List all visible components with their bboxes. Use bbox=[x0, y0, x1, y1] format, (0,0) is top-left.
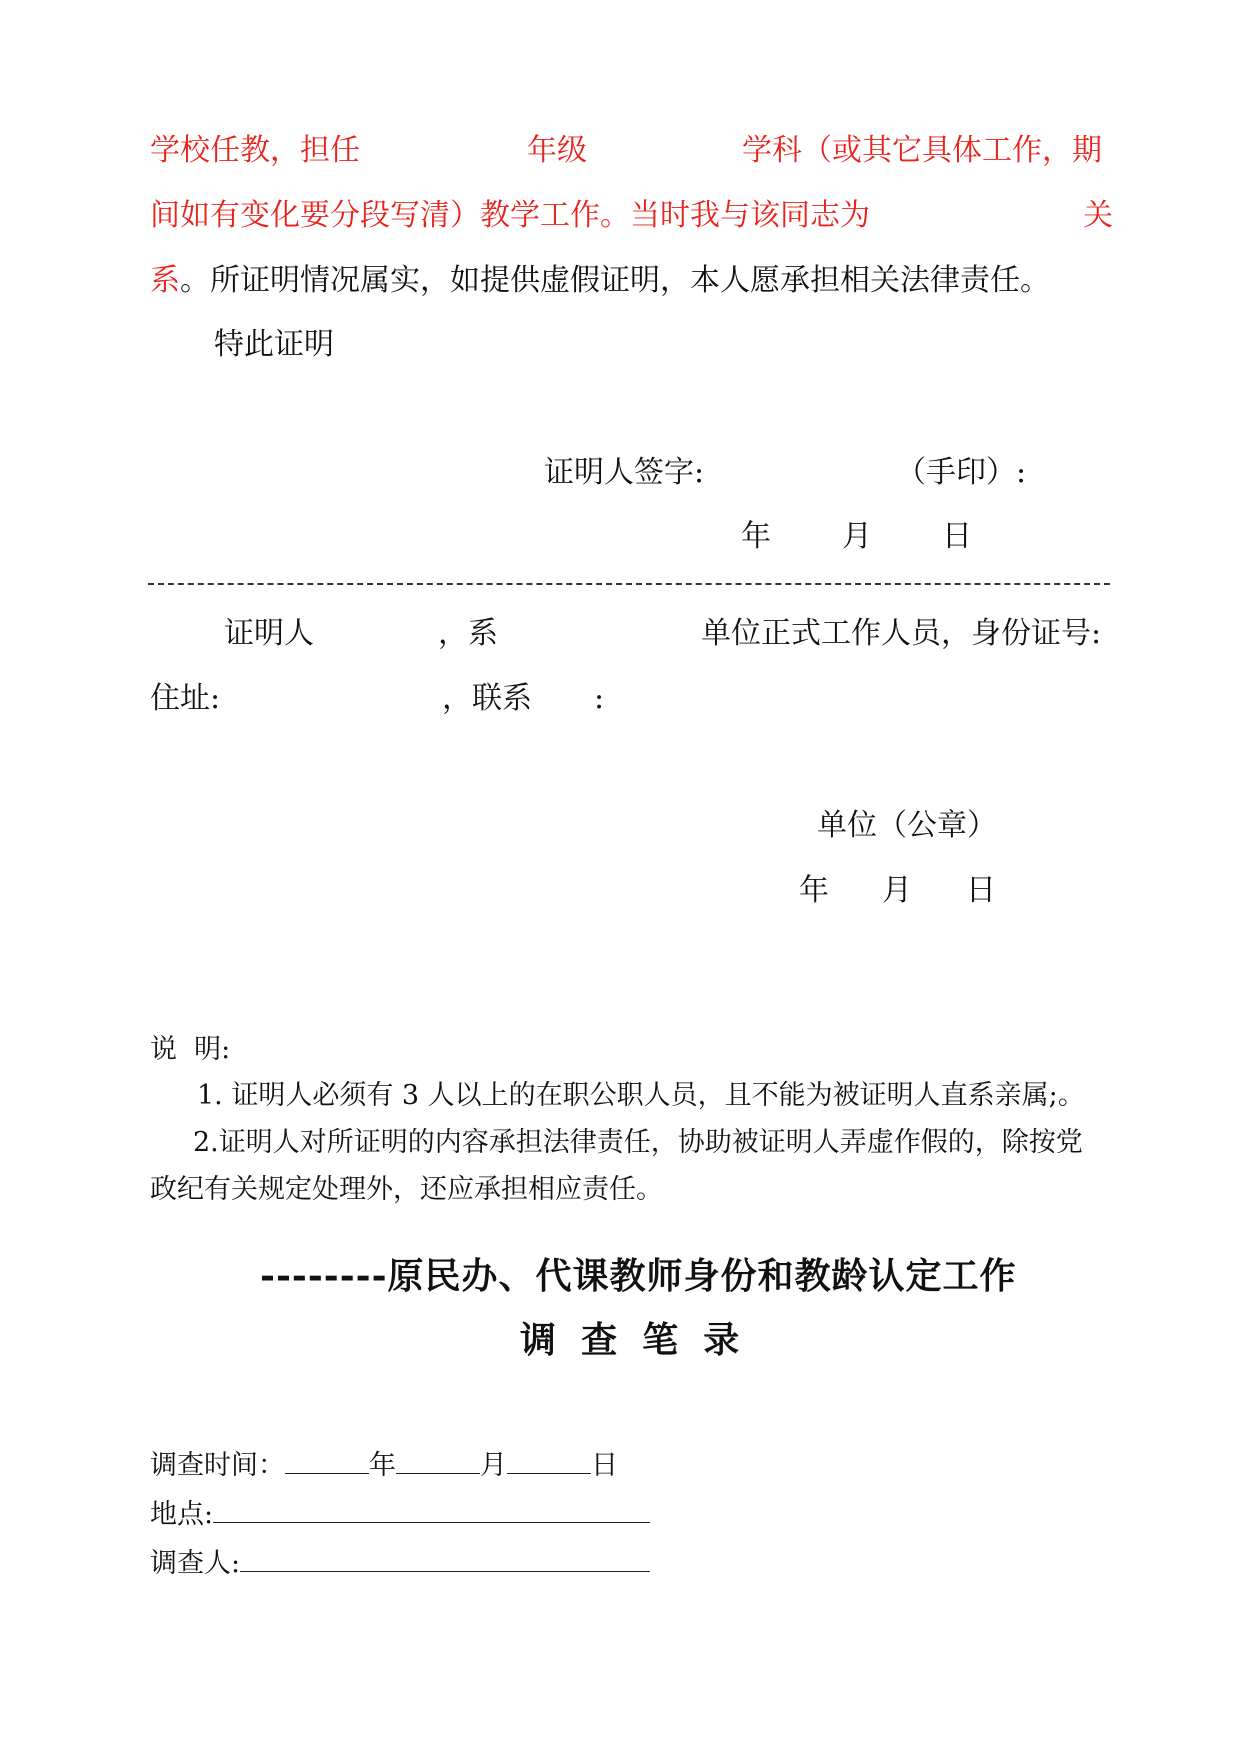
cert-date-day: 日 bbox=[942, 519, 972, 554]
unit-date-day: 日 bbox=[966, 873, 996, 908]
cert-date-month: 月 bbox=[842, 519, 872, 554]
unit-line1-part-a: 证明人 bbox=[224, 616, 314, 651]
cert-date-year: 年 bbox=[741, 519, 771, 554]
unit-address-label: 住址: bbox=[150, 681, 221, 716]
notes-item-1: 1. 证明人必须有 3 人以上的在职公职人员，且不能为被证明人直系亲属;。 bbox=[197, 1080, 1085, 1111]
handprint-label: （手印）: bbox=[896, 455, 1027, 490]
unit-date-year: 年 bbox=[799, 873, 829, 908]
record-place-label: 地点: bbox=[150, 1499, 214, 1530]
unit-date-month: 月 bbox=[882, 873, 912, 908]
unit-seal-label: 单位（公章） bbox=[817, 808, 997, 843]
record-year-blank[interactable] bbox=[285, 1451, 369, 1474]
notes-item-2a: 2.证明人对所证明的内容承担法律责任，协助被证明人弄虚作假的，除按党 bbox=[193, 1127, 1083, 1158]
cert-line3-red: 系 bbox=[150, 263, 180, 298]
cert-closing: 特此证明 bbox=[214, 327, 334, 362]
record-title-line1: --------原民办、代课教师身份和教龄认定工作 bbox=[260, 1255, 1017, 1297]
record-day-blank[interactable] bbox=[507, 1451, 591, 1474]
record-place-blank[interactable] bbox=[213, 1500, 650, 1523]
record-place-row bbox=[150, 1500, 650, 1528]
cert-line3 bbox=[150, 263, 1050, 298]
record-investigator-blank[interactable] bbox=[240, 1549, 650, 1572]
cert-line1-part-c: 学科（或其它具体工作，期 bbox=[742, 133, 1102, 168]
record-day-label: 日 bbox=[591, 1450, 618, 1481]
cert-line1-part-b: 年级 bbox=[527, 133, 587, 168]
notes-heading: 说 明: bbox=[150, 1034, 231, 1065]
record-investigator-label: 调查人: bbox=[150, 1548, 241, 1579]
cert-line3-black: 。所证明情况属实，如提供虚假证明，本人愿承担相关法律责任。 bbox=[180, 263, 1050, 298]
dashed-divider bbox=[148, 583, 1110, 585]
record-title-line2: 调 查 笔 录 bbox=[520, 1319, 740, 1361]
record-month-label: 月 bbox=[480, 1450, 507, 1481]
unit-line1-part-c: 单位正式工作人员，身份证号: bbox=[701, 616, 1102, 651]
cert-line2-part-b: 关 bbox=[1083, 198, 1113, 233]
cert-line2-part-a: 间如有变化要分段写清）教学工作。当时我与该同志为 bbox=[150, 198, 870, 233]
record-investigator-row bbox=[150, 1549, 650, 1577]
unit-contact-colon: : bbox=[594, 681, 605, 716]
notes-item-2b: 政纪有关规定处理外，还应承担相应责任。 bbox=[150, 1174, 663, 1205]
cert-line1-part-a: 学校任教，担任 bbox=[150, 133, 360, 168]
unit-line1-part-b: ，系 bbox=[438, 616, 498, 651]
unit-contact-label: ，联系 bbox=[442, 681, 532, 716]
signature-label: 证明人签字: bbox=[544, 455, 705, 490]
record-year-label: 年 bbox=[369, 1450, 396, 1481]
record-time-label: 调查时间： bbox=[150, 1450, 285, 1481]
record-month-blank[interactable] bbox=[396, 1451, 480, 1474]
record-time-row bbox=[150, 1451, 618, 1479]
